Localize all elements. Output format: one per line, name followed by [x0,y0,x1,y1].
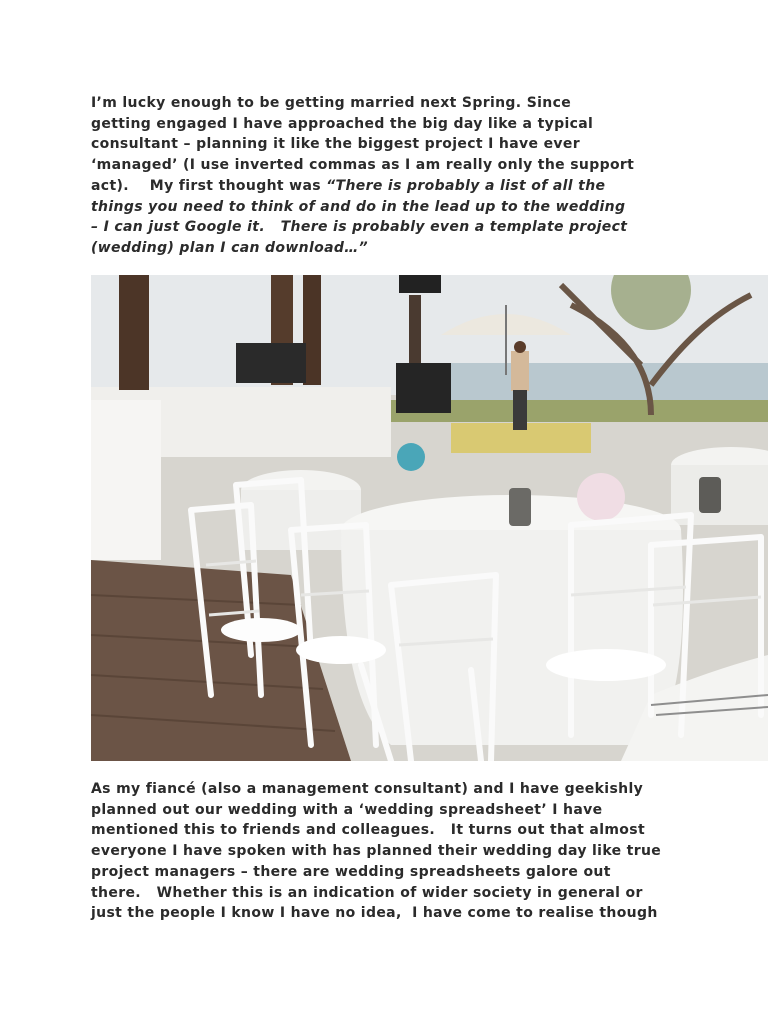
text-line [91,217,691,238]
chair-cushion [546,649,666,681]
chair-cushion [221,618,301,642]
body-paragraph [91,779,691,924]
steps [91,400,161,560]
speaker [236,343,306,383]
chair-cushion [296,636,386,664]
text-line: just the people I know I have no idea, I have come to realise though [91,905,658,922]
text-line: everyone I have spoken with has planned their wedding day like true [91,843,662,860]
quote-fragment: “There is probably a list of all the [326,177,606,194]
text-line: project managers – there are wedding spreadsheets galore out [91,863,611,880]
text-line: ‘managed’ (I use inverted commas as I am really only the support [91,157,635,174]
flower-arrangement [397,443,425,471]
text-line: consultant – planning it like the biggest project I have ever [91,136,581,153]
text-fragment: act). My first thought was [91,177,327,194]
candle-holder [509,488,531,526]
speaker [396,363,451,413]
text-line: As my fiancé (also a management consultant) and I have geekishly [91,781,644,797]
text-line: planned out our wedding with a ‘wedding spreadsheet’ I have [91,801,603,818]
photo-illustration [91,275,768,761]
text-line [91,238,691,259]
text-line: I’m lucky enough to be getting married next Spring. Since [91,95,572,111]
waiter [511,351,529,391]
wedding-reception-photo [91,275,768,761]
intro-paragraph [91,93,691,259]
text-line: mentioned this to friends and colleagues. It turns out that almost [91,822,645,839]
quote-fragment: (wedding) plan I can download…” [91,239,369,256]
text-line [91,197,691,218]
quote-fragment: – I can just Google it. There is probably even a template project [91,219,628,236]
speaker [399,275,441,293]
candle-holder [699,477,721,513]
quote-fragment: things you need to think of and do in the lead up to the wedding [91,198,626,215]
tree-trunk [119,275,149,390]
flower-arrangement [577,473,625,521]
text-line: there. Whether this is an indication of wider society in general or [91,884,643,901]
text-line [91,176,691,197]
text-line: getting engaged I have approached the big day like a typical [91,115,594,132]
